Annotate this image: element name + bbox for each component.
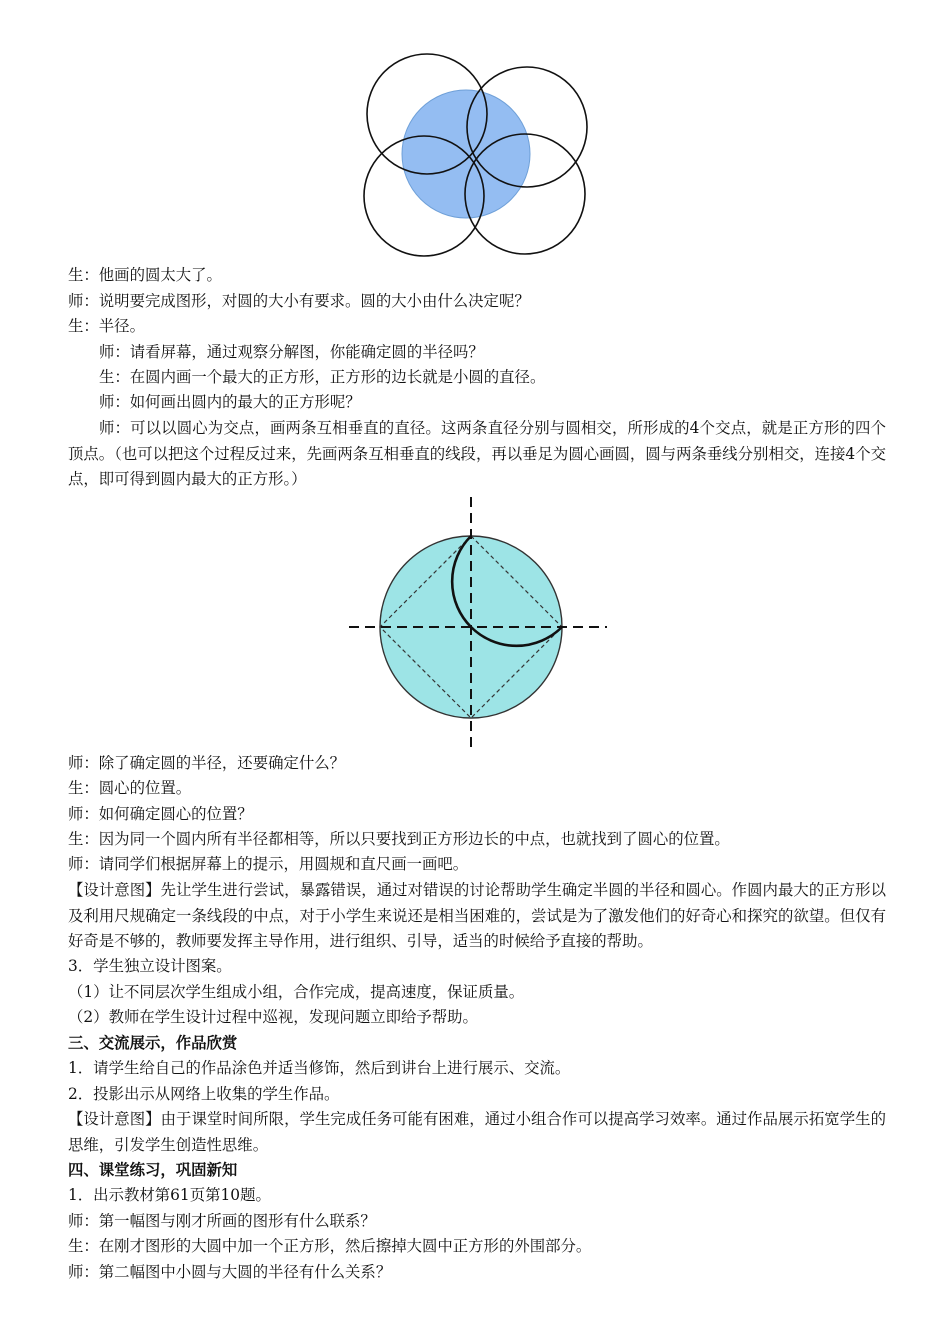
dialogue-line: 生：在刚才图形的大圆中加一个正方形，然后擦掉大圆中正方形的外围部分。 <box>68 1237 592 1255</box>
step-line: （2）教师在学生设计过程中巡视，发现问题立即给予帮助。 <box>68 1008 478 1026</box>
dialogue-line: 师：请同学们根据屏幕上的提示，用圆规和直尺画一画吧。 <box>68 855 469 873</box>
section-heading: 三、交流展示，作品欣赏 <box>68 1034 238 1052</box>
dialogue-line: 师：如何确定圆心的位置？ <box>68 805 253 823</box>
dialogue-line: 生：圆心的位置。 <box>68 779 192 797</box>
section-heading: 四、课堂练习，巩固新知 <box>68 1161 238 1179</box>
dialogue-line: 师：第一幅图与刚才所画的图形有什么联系？ <box>68 1212 376 1230</box>
dialogue-line: 生：他画的圆太大了。 <box>68 266 222 284</box>
inscribed-square-figure <box>345 495 610 750</box>
dialogue-line: 师：除了确定圆的半径，还要确定什么？ <box>68 754 346 772</box>
dialogue-line: 生：半径。 <box>68 317 145 335</box>
dialogue-line: 生：在圆内画一个最大的正方形，正方形的边长就是小圆的直径。 <box>99 368 546 386</box>
dialogue-line: 生：因为同一个圆内所有半径都相等，所以只要找到正方形边长的中点，也就找到了圆心的位置。 <box>68 830 730 848</box>
dialogue-line: 师：说明要完成图形，对圆的大小有要求。圆的大小由什么决定呢？ <box>68 292 530 310</box>
design-intent-paragraph: 【设计意图】先让学生进行尝试，暴露错误，通过对错误的讨论帮助学生确定半圆的半径和圆心。作圆内最大的正方形以及利用尺规确定一条线段的中点，对于小学生来说还是相当困难的，尝试是为了激发他们的好奇心和探究的欲望。但仅有好奇是不够的，教师要发挥主导作用，进行组织、引导，适当的时候给予直接的帮助。 <box>68 881 886 951</box>
dialogue-line: 师：请看屏幕，通过观察分解图，你能确定圆的半径吗？ <box>99 343 484 361</box>
step-line: 1．出示教材第61页第10题。 <box>68 1186 271 1204</box>
step-line: 2．投影出示从网络上收集的学生作品。 <box>68 1085 340 1103</box>
dialogue-line: 师：第二幅图中小圆与大圆的半径有什么关系？ <box>68 1263 392 1281</box>
step-line: （1）让不同层次学生组成小组，合作完成，提高速度，保证质量。 <box>68 983 525 1001</box>
design-intent-paragraph: 【设计意图】由于课堂时间所限，学生完成任务可能有困难，通过小组合作可以提高学习效率。通过作品展示拓宽学生的思维，引发学生创造性思维。 <box>68 1110 886 1154</box>
dialogue-line: 师：如何画出圆内的最大的正方形呢？ <box>99 393 361 411</box>
four-circles-figure <box>355 48 595 258</box>
step-line: 1．请学生给自己的作品涂色并适当修饰，然后到讲台上进行展示、交流。 <box>68 1059 571 1077</box>
step-line: 3．学生独立设计图案。 <box>68 957 232 975</box>
explanation-paragraph: 师：可以以圆心为交点，画两条互相垂直的直径。这两条直径分别与圆相交，所形成的4个交点，就是正方形的四个顶点。（也可以把这个过程反过来，先画两条互相垂直的线段，再以垂足为圆心画圆，圆与两条垂线分别相交，连接4个交点，即可得到圆内最大的正方形。） <box>68 419 886 489</box>
